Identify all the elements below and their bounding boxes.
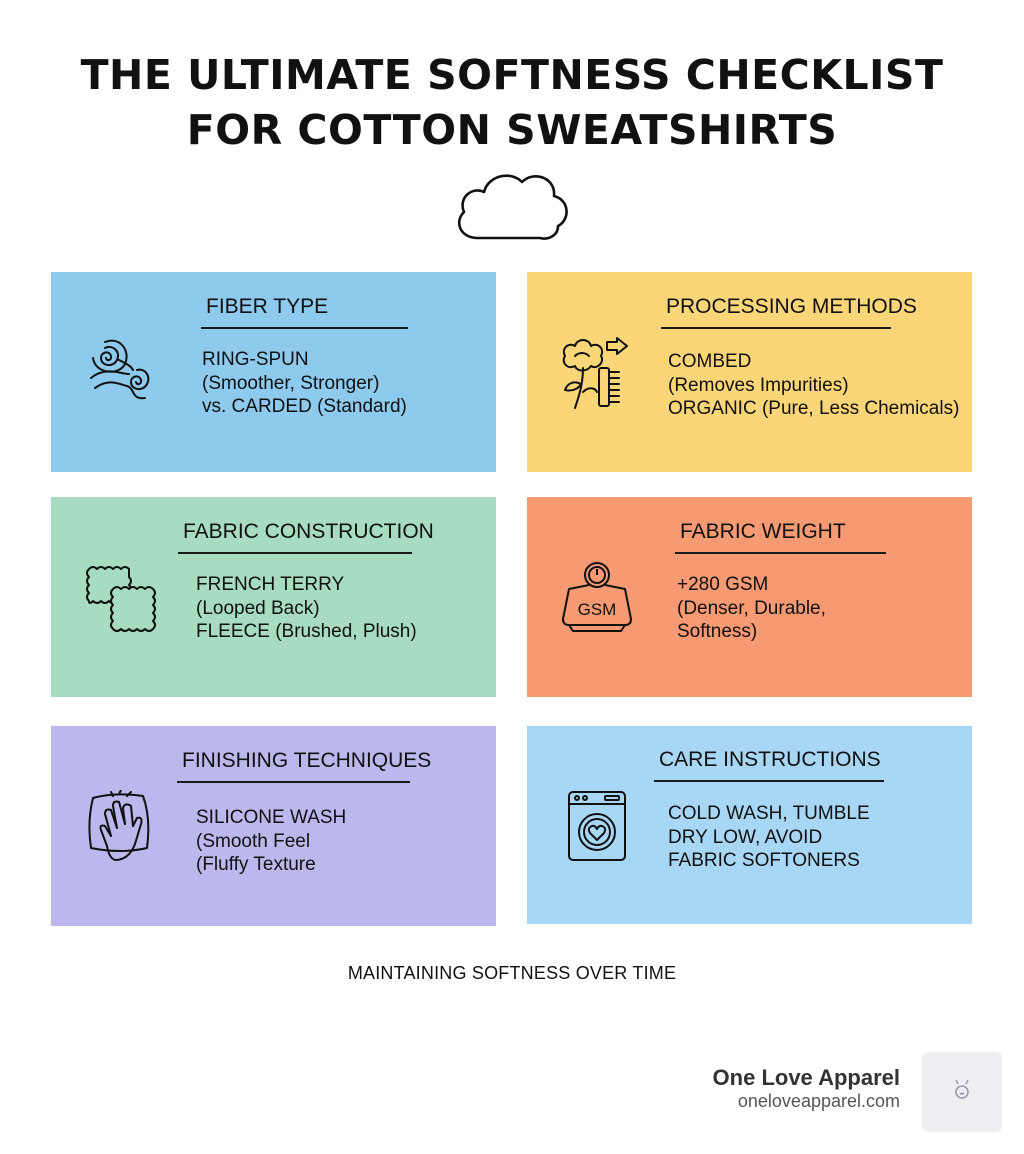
card-heading: PROCESSING METHODS bbox=[666, 295, 917, 318]
heading-rule bbox=[177, 781, 410, 783]
card-processing-methods bbox=[527, 272, 972, 472]
card-line: ORGANIC (Pure, Less Chemicals) bbox=[668, 398, 960, 419]
card-line: DRY LOW, AVOID bbox=[668, 826, 823, 848]
hand-touch-fabric-icon bbox=[85, 790, 163, 868]
card-finishing-techniques bbox=[51, 726, 496, 926]
card-body bbox=[202, 348, 407, 419]
card-body bbox=[196, 806, 346, 877]
card-line: (Removes Impurities) bbox=[668, 374, 849, 396]
card-line: FLEECE (Brushed, Plush) bbox=[196, 621, 417, 642]
gsm-scale-icon bbox=[559, 559, 637, 637]
card-heading: FABRIC WEIGHT bbox=[680, 520, 846, 543]
brand-logo-icon[interactable] bbox=[922, 1052, 1002, 1132]
card-fabric-construction bbox=[51, 497, 496, 697]
heading-rule bbox=[661, 327, 891, 329]
card-line: COMBED bbox=[668, 351, 752, 372]
heading-rule bbox=[675, 552, 886, 554]
card-line: (Smooth Feel bbox=[196, 830, 311, 852]
heading-rule bbox=[201, 327, 408, 329]
card-heading: FABRIC CONSTRUCTION bbox=[183, 520, 434, 543]
card-line: FABRIC SOFTONERS bbox=[668, 850, 860, 871]
title-line-2: FOR COTTON SWEATSHIRTS bbox=[186, 106, 838, 154]
card-fabric-weight bbox=[527, 497, 972, 697]
card-line: FRENCH TERRY bbox=[196, 574, 345, 595]
card-line: +280 GSM bbox=[677, 574, 769, 595]
heading-rule bbox=[654, 780, 884, 782]
card-heading: FIBER TYPE bbox=[206, 295, 329, 318]
card-line: SILICONE WASH bbox=[196, 807, 347, 828]
page-title bbox=[0, 48, 1024, 158]
brand-name[interactable]: One Love Apparel bbox=[712, 1065, 900, 1090]
card-line: (Fluffy Texture bbox=[196, 854, 316, 875]
card-line: (Smoother, Stronger) bbox=[202, 372, 380, 394]
card-line: RING-SPUN bbox=[202, 349, 309, 370]
card-body bbox=[668, 350, 959, 421]
washing-machine-icon bbox=[561, 788, 639, 866]
card-line: vs. CARDED (Standard) bbox=[202, 396, 407, 417]
title-line-1: THE ULTIMATE SOFTNESS CHECKLIST bbox=[80, 51, 944, 99]
card-line: Softness) bbox=[677, 621, 758, 642]
fabric-swatch-icon bbox=[81, 561, 159, 639]
brand-url[interactable]: oneloveapparel.com bbox=[737, 1091, 900, 1111]
card-heading: CARE INSTRUCTIONS bbox=[659, 748, 881, 771]
heading-rule bbox=[178, 552, 412, 554]
card-line: COLD WASH, TUMBLE bbox=[668, 803, 870, 824]
card-body bbox=[677, 573, 826, 644]
card-body bbox=[196, 573, 417, 644]
card-line: (Denser, Durable, bbox=[677, 597, 826, 619]
card-body bbox=[668, 802, 870, 873]
card-line: (Looped Back) bbox=[196, 597, 320, 619]
card-heading: FINISHING TECHNIQUES bbox=[182, 749, 432, 772]
card-care-instructions bbox=[527, 726, 972, 924]
footer-note: MAINTAINING SOFTNESS OVER TIME bbox=[347, 963, 677, 983]
cotton-comb-icon bbox=[555, 334, 633, 412]
cloud-icon bbox=[450, 166, 572, 246]
card-fiber-type bbox=[51, 272, 496, 472]
gsm-icon-label: GSM bbox=[577, 600, 617, 619]
spiral-fiber-icon bbox=[83, 330, 161, 408]
